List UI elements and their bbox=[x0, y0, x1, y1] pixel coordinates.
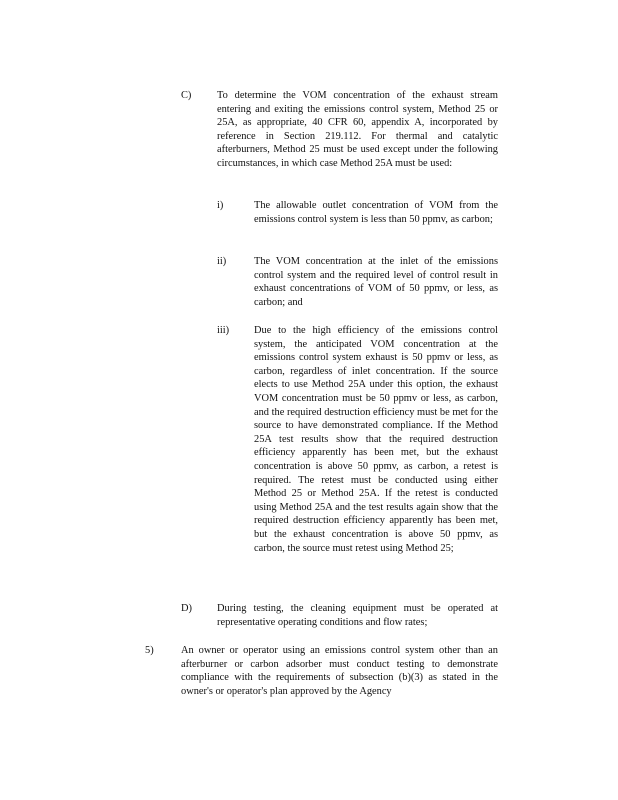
item-c-iii-text: Due to the high efficiency of the emissions control system, the anticipated VOM concentration at the emissions control system exhaust is 50 ppmv or less, as carbon, regardless of inlet concentration. If the source elects to use Method 25A under this option, the exhaust VOM concentration must be 50 ppmv or less, as carbon, and the required destruction efficiency must be met for the source to have demonstrated compliance. If the Method 25A test results show that the required destruction efficiency apparently has been met, but the exhaust concentration is above 50 ppmv, as carbon, a retest is required. The retest must be conducted using either Method 25 or Method 25A. If the retest is conducted using Method 25A and the test results again show that the required destruction efficiency apparently has been met, but the exhaust concentration is above 50 ppmv, as carbon, the source must retest using Method 25; bbox=[254, 325, 498, 554]
item-5-label: 5) bbox=[145, 645, 154, 656]
item-c-text: To determine the VOM concentration of the exhaust stream entering and exiting the emissions control system, Method 25 or 25A, as appropriate, 40 CFR 60, appendix A, incorporated by reference in Section 219.112. For thermal and catalytic afterburners, Method 25 must be used except under the following circumstances, in which case Method 25A must be used: bbox=[217, 90, 498, 169]
item-5-text: An owner or operator using an emissions control system other than an afterburner or carbon adsorber must conduct testing to demonstrate compliance with the requirements of subsection (b)(3) as stated in the owner's or operator's plan approved by the Agency bbox=[181, 645, 498, 697]
item-c-label: C) bbox=[181, 90, 192, 101]
item-c-i-label: i) bbox=[217, 200, 224, 211]
item-c-i-text: The allowable outlet concentration of VOM from the emissions control system is less than 50 ppmv, as carbon; bbox=[254, 200, 498, 225]
item-c-iii-label: iii) bbox=[217, 325, 230, 336]
item-c-ii-label: ii) bbox=[217, 256, 227, 267]
item-c-ii-text: The VOM concentration at the inlet of the emissions control system and the required level of control result in exhaust concentrations of VOM of 50 ppmv, or less, as carbon; and bbox=[254, 256, 498, 308]
item-d-label: D) bbox=[181, 603, 192, 614]
item-d-text: During testing, the cleaning equipment must be operated at representative operating conditions and flow rates; bbox=[217, 603, 498, 628]
